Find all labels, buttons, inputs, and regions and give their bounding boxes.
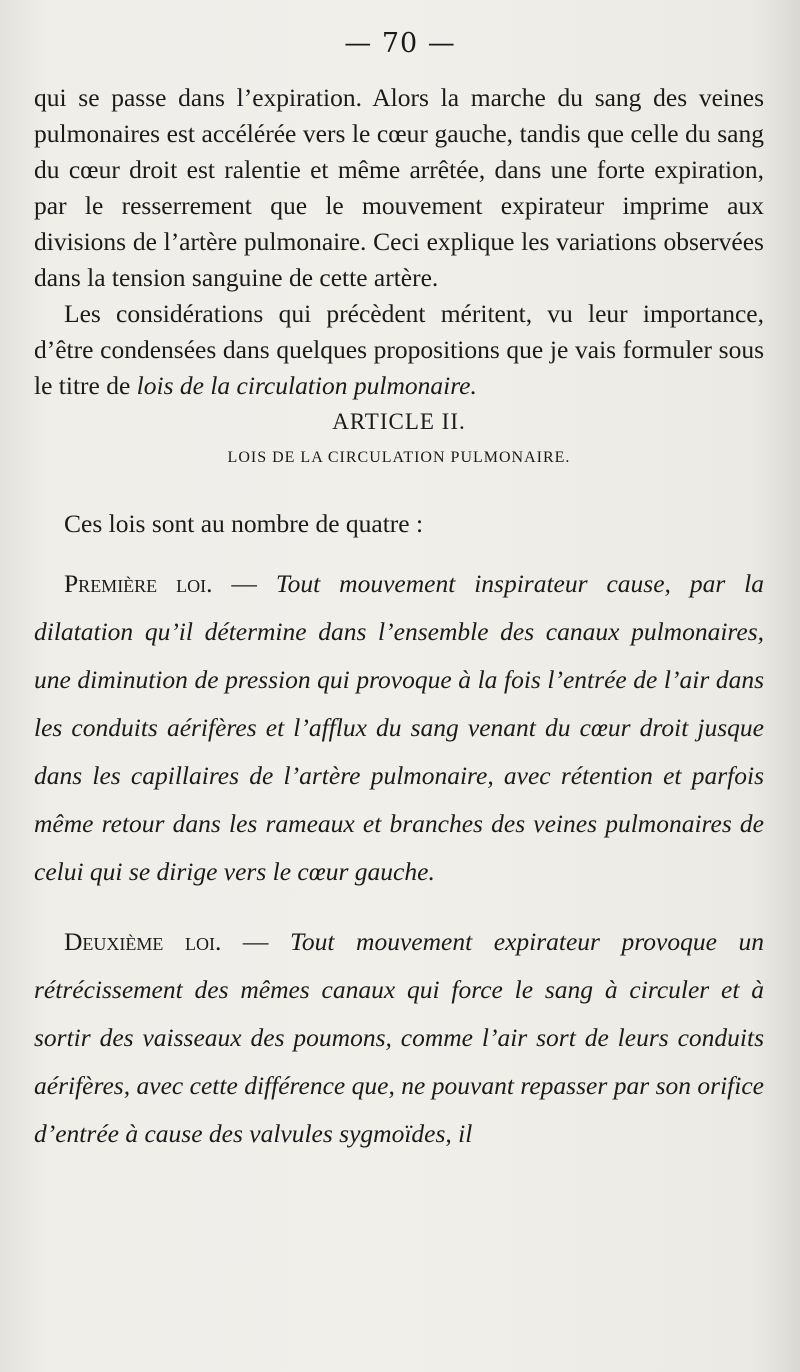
law-1-body: Tout mouvement inspirateur cause, par la dilatation qu’il détermine dans l’ensemble des canaux pulmonaires, une diminution de pression qui provoque à la fois l’entrée de l’air dans les conduits aérifères et l’afflux du sang venant du cœur droit jusque dans les capillaires de l’artère pulmonaire, avec rétention et parfois même retour dans les rameaux et branches des veines pulmonaires de celui qui se dirige vers le cœur gauche.: [34, 569, 764, 886]
law-2-heading: Deuxième loi. —: [64, 927, 269, 956]
law-1: [34, 560, 764, 896]
law-2-body: Tout mouvement expirateur provoque un rétrécissement des mêmes canaux qui force le sang à circuler et à sortir des vaisseaux des poumons, comme l’air sort de leurs conduits aérifères, avec cette différence que, ne pouvant repasser par son orifice d’entrée à cause des valvules sygmoïdes, il: [34, 927, 765, 1148]
law-2: [34, 918, 764, 1158]
page-number: — 70 —: [344, 28, 456, 59]
paragraph-1: qui se passe dans l’expiration. Alors la marche du sang des veines pulmonaires est accélérée vers le cœur gauche, tandis que celle du sang du cœur droit est ralentie et même arrêtée, dans une forte expiration, par le resserrement que le mouvement expirateur imprime aux divisions de l’artère pulmonaire. Ceci explique les variations observées dans la tension sanguine de cette artère.: [34, 83, 764, 292]
page-text: [34, 80, 764, 1158]
paragraph-2-italic: lois de la circulation pulmonaire.: [136, 371, 477, 400]
law-1-heading: Première loi. —: [64, 569, 257, 598]
paragraph-2-text: Les considérations qui précèdent méritent, vu leur importance, d’être condensées dans quelques propositions que je vais formuler sous le titre de: [34, 299, 764, 400]
intro-sentence: Ces lois sont au nombre de quatre :: [64, 509, 424, 538]
section-title: LOIS DE LA CIRCULATION PULMONAIRE.: [227, 449, 571, 466]
article-title: ARTICLE II.: [332, 409, 466, 434]
paragraph-2: [34, 296, 764, 404]
